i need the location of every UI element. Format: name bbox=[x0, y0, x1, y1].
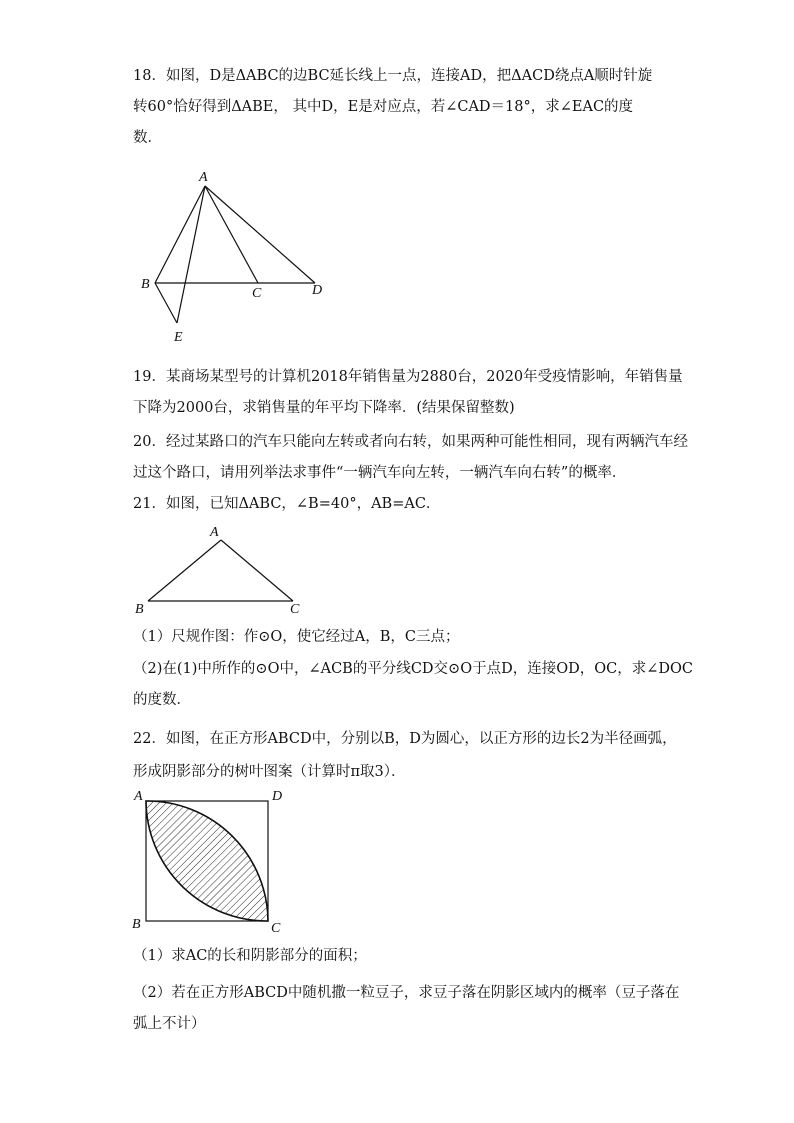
q21-label-c: C bbox=[290, 602, 300, 617]
q22-label-b: B bbox=[132, 917, 141, 932]
q18-label-b: B bbox=[141, 277, 150, 292]
q21-part-2-line-1: （2)在(1)中所作的⊙O中，∠ACB的平分线CD交⊙O于点D，连接OD，OC，求∠DOC bbox=[133, 661, 693, 677]
q19-line-2: 下降为2000台，求销售量的年平均下降率．(结果保留整数) bbox=[133, 400, 515, 416]
q21-label-b: B bbox=[135, 602, 144, 617]
q18-segment-be bbox=[155, 283, 177, 323]
q21-segment-ab bbox=[148, 540, 221, 601]
q20-line-2: 过这个路口，请用列举法求事件“一辆汽车向左转，一辆汽车向右转”的概率． bbox=[133, 465, 627, 481]
q22-part-2-line-1: （2）若在正方形ABCD中随机撒一粒豆子，求豆子落在阴影区域内的概率（豆子落在 bbox=[133, 985, 680, 1001]
q22-square bbox=[146, 801, 268, 921]
q22-part-2-line-2: 弧上不计） bbox=[133, 1016, 206, 1032]
q18-line-3: 数． bbox=[133, 130, 162, 146]
q18-label-c: C bbox=[252, 286, 262, 301]
q21-label-a: A bbox=[210, 525, 219, 540]
q18-segment-ad bbox=[205, 186, 315, 283]
q18-segment-ae bbox=[177, 186, 205, 323]
q20-line-1: 20．经过某路口的汽车只能向左转或者向右转，如果两种可能性相同，现有两辆汽车经 bbox=[133, 434, 688, 450]
q21-part-1: （1）尺规作图：作⊙O，使它经过A，B，C三点； bbox=[133, 629, 460, 645]
q19-line-1: 19．某商场某型号的计算机2018年销售量为2880台，2020年受疫情影响，年销售量 bbox=[133, 369, 683, 385]
q22-label-d: D bbox=[272, 789, 283, 804]
q18-segment-ac bbox=[205, 186, 258, 283]
q22-label-a: A bbox=[134, 789, 143, 804]
q18-label-a: A bbox=[199, 170, 208, 185]
q21-part-2-line-2: 的度数． bbox=[133, 692, 191, 708]
q18-label-d: D bbox=[312, 283, 323, 298]
q18-line-2: 转60°恰好得到ΔABE， 其中D，E是对应点，若∠CAD＝18°，求∠EAC的度 bbox=[133, 99, 634, 115]
q18-segment-ab bbox=[155, 186, 205, 283]
q21-segment-ac bbox=[221, 540, 293, 601]
q18-line-1: 18．如图，D是ΔABC的边BC延长线上一点，连接AD，把ΔACD绕点A顺时针旋 bbox=[133, 68, 653, 84]
q22-part-1: （1）求AC的长和阴影部分的面积； bbox=[133, 948, 367, 964]
q22-shaded-leaf bbox=[146, 801, 268, 921]
q21-intro: 21．如图，已知ΔABC，∠B=40°，AB=AC． bbox=[133, 496, 441, 512]
q22-line-1: 22．如图，在正方形ABCD中，分别以B，D为圆心，以正方形的边长2为半径画弧， bbox=[133, 731, 677, 747]
q22-label-c: C bbox=[271, 921, 281, 936]
q18-label-e: E bbox=[174, 330, 183, 345]
q22-line-2: 形成阴影部分的树叶图案（计算时π取3）． bbox=[133, 764, 406, 780]
